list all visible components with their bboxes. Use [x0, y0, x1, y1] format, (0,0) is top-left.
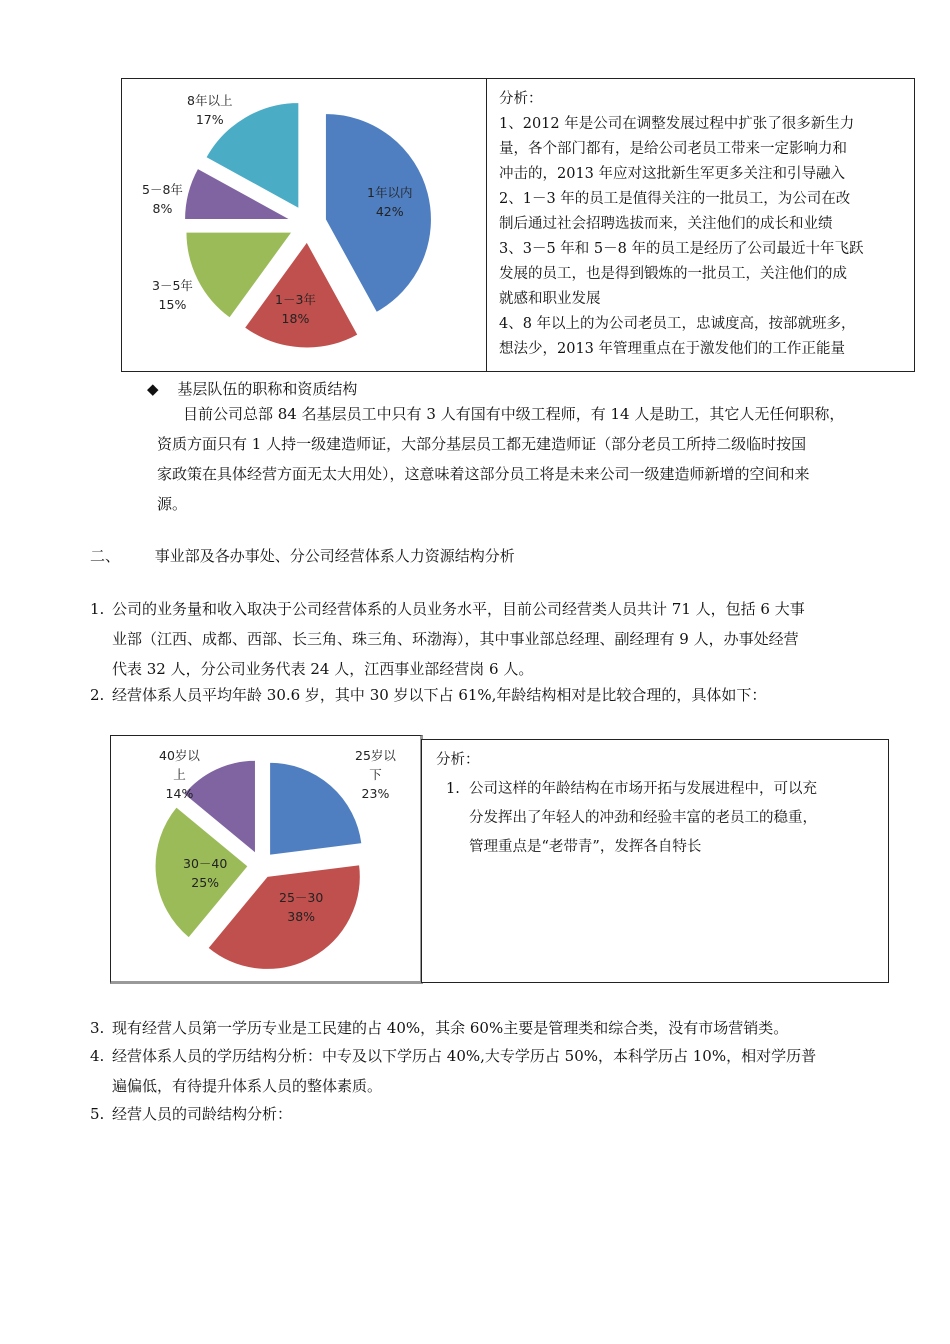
list-line: 业部（江西、成都、西部、长三角、珠三角、环渤海），其中事业部总经理、副经理有 9 人，办事处经营 [112, 630, 799, 648]
list-line: 代表 32 人，分公司业务代表 24 人，江西事业部经营岗 6 人。 [112, 660, 534, 678]
paragraph-line: 源。 [157, 495, 188, 513]
analysis2-number: 1. [446, 781, 460, 797]
analysis1-line: 量，各个部门都有，是给公司老员工带来一定影响力和 [499, 141, 847, 157]
list-line: 现有经营人员第一学历专业是工民建的占 40%，其余 60%主要是管理类和综合类，没有市场营销类。 [112, 1019, 789, 1037]
analysis-box-1 [486, 78, 915, 372]
bullet-heading-text: 基层队伍的职称和资质结构 [177, 380, 358, 398]
pie2-label-0: 25岁以 下 23% [355, 748, 396, 801]
pie2-slice-0 [270, 762, 362, 855]
list-line: 遍偏低，有待提升体系人员的整体素质。 [112, 1077, 383, 1095]
pie1-label-0: 1年以内 42% [367, 185, 413, 219]
analysis2-line: 管理重点是“老带青”，发挥各自特长 [469, 839, 702, 855]
paragraph-line: 目前公司总部 84 名基层员工中只有 3 人有国有中级工程师，有 14 人是助工，其它人无任何职称， [183, 405, 845, 423]
analysis1-title: 分析： [499, 91, 543, 107]
analysis1-line: 4、8 年以上的为公司老员工，忠诚度高，按部就班多， [499, 316, 856, 332]
analysis2-item [436, 775, 878, 862]
list-item-1 [90, 594, 900, 684]
paragraph-line: 资质方面只有 1 人持一级建造师证，大部分基层员工都无建造师证（部分老员工所持二级临时按国 [157, 435, 807, 453]
list-number: 2. [90, 686, 105, 704]
section2-title: 事业部及各办事处、分公司经营体系人力资源结构分析 [154, 547, 515, 565]
section2-number: 二、 [90, 547, 121, 565]
analysis1-line: 想法少，2013 年管理重点在于激发他们的工作正能量 [499, 341, 846, 357]
analysis1-line: 1、2012 年是公司在调整发展过程中扩张了很多新生力 [499, 116, 855, 132]
analysis1-line: 3、3－5 年和 5－8 年的员工是经历了公司最近十年飞跃 [499, 241, 864, 257]
list-item-5 [90, 1099, 900, 1129]
list-number: 5. [90, 1105, 105, 1123]
pie1-label-4: 8年以上 17% [187, 93, 233, 127]
list-item-4 [90, 1041, 900, 1101]
analysis1-line: 冲击的，2013 年应对这批新生军更多关注和引导融入 [499, 166, 846, 182]
list-number: 3. [90, 1019, 105, 1037]
list-number: 1. [90, 600, 105, 618]
list-line: 经营人员的司龄结构分析： [112, 1105, 293, 1123]
analysis1-line: 就感和职业发展 [499, 291, 601, 307]
analysis1-line: 2、1－3 年的员工是值得关注的一批员工，为公司在改 [499, 191, 851, 207]
chart2-frame [110, 735, 423, 984]
chart1-frame [121, 78, 487, 372]
bullet-paragraph [157, 399, 897, 519]
analysis1-line: 制后通过社会招聘选拔而来，关注他们的成长和业绩 [499, 216, 833, 232]
analysis1-line: 发展的员工，也是得到锻炼的一批员工，关注他们的成 [499, 266, 847, 282]
analysis2-title: 分析： [436, 752, 480, 768]
list-item-2 [90, 680, 900, 710]
list-line: 公司的业务量和收入取决于公司经营体系的人员业务水平，目前公司经营类人员共计 71 人，包括 6 大事 [112, 600, 805, 618]
list-number: 4. [90, 1047, 105, 1065]
pie2-label-1: 25－30 38% [279, 890, 324, 924]
paragraph-line: 家政策在具体经营方面无太大用处），这意味着这部分员工将是未来公司一级建造师新增的空间和来 [157, 465, 810, 483]
list-item-3 [90, 1013, 900, 1043]
pie2-label-2: 30－40 25% [183, 856, 228, 890]
list-line: 经营体系人员的学历结构分析：中专及以下学历占 40%,大专学历占 50%，本科学历占 10%，相对学历普 [112, 1047, 817, 1065]
pie2-label-3: 40岁以 上 14% [159, 748, 200, 801]
pie1-label-3: 5－8年 8% [142, 182, 183, 216]
list-line: 经营体系人员平均年龄 30.6 岁，其中 30 岁以下占 61%,年龄结构相对是比较合理的，具体如下： [112, 686, 767, 704]
analysis2-line: 公司这样的年龄结构在市场开拓与发展进程中，可以充 [469, 781, 817, 797]
analysis2-line: 分发挥出了年轻人的冲劲和经验丰富的老员工的稳重， [469, 810, 817, 826]
pie1-label-1: 1－3年 18% [275, 292, 316, 326]
analysis-box-2 [421, 739, 889, 983]
section2-heading [90, 543, 515, 569]
diamond-bullet-icon: ◆ [147, 380, 159, 398]
pie1-label-2: 3－5年 15% [152, 278, 193, 312]
